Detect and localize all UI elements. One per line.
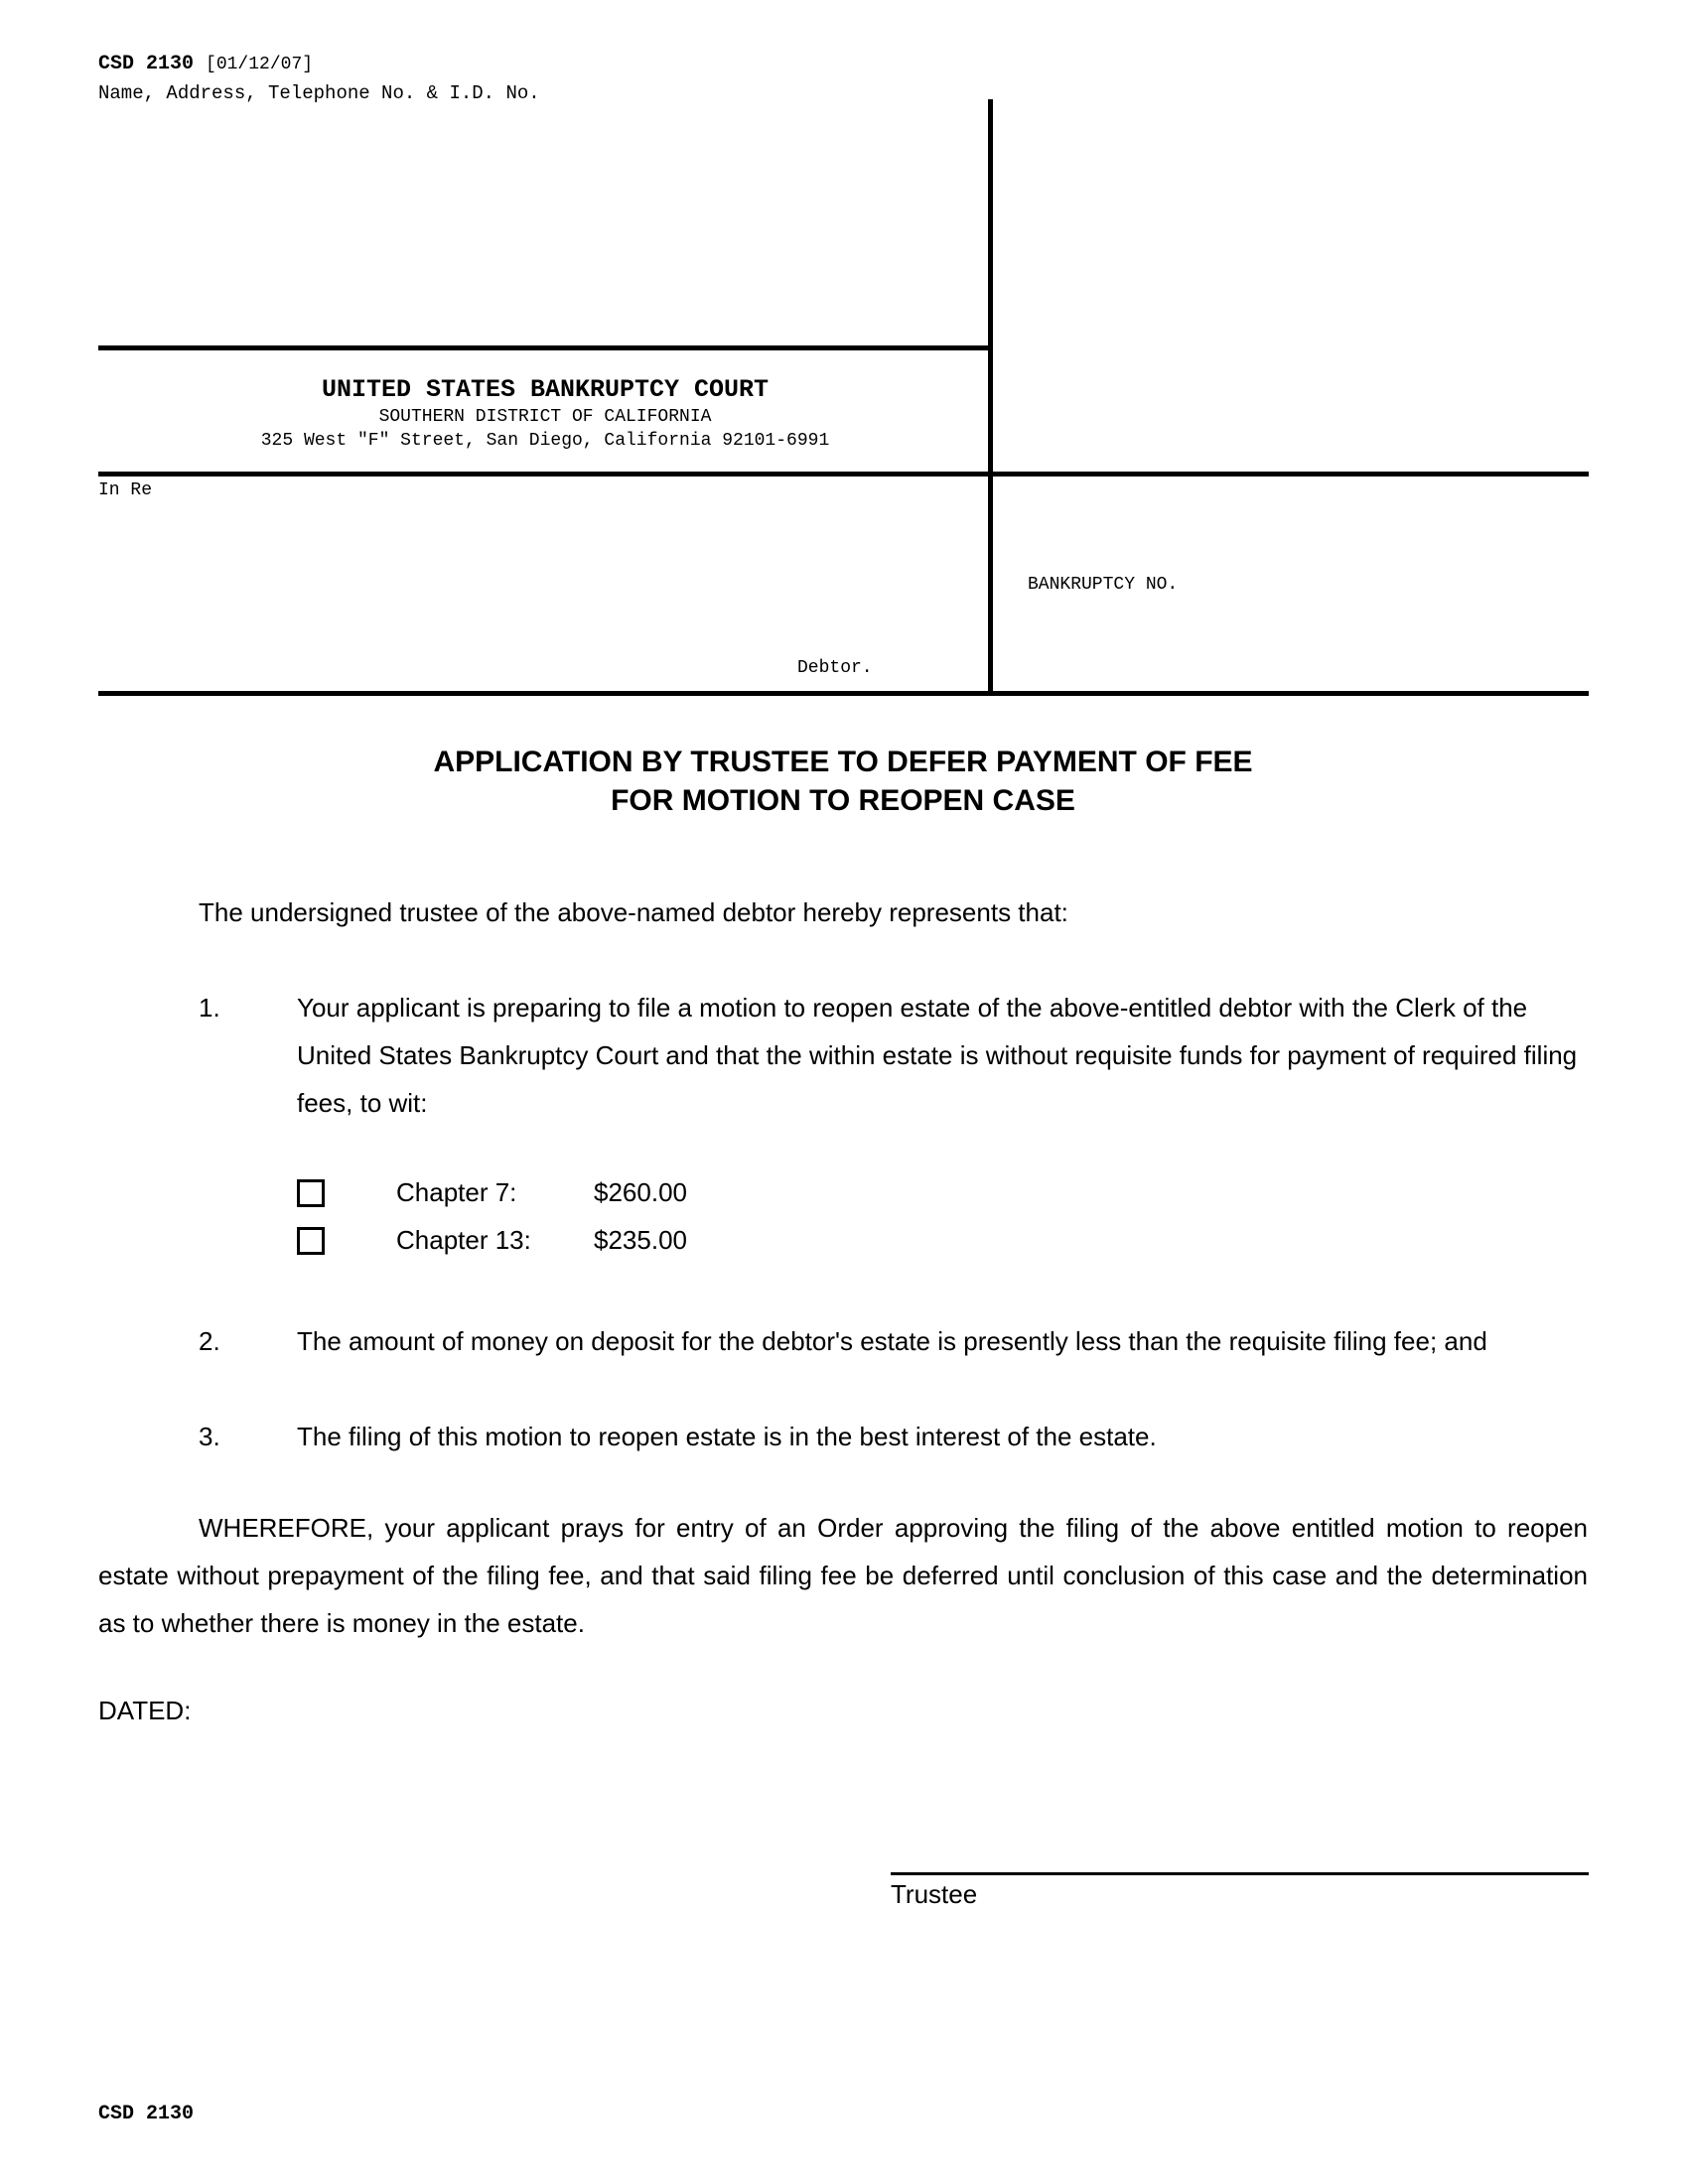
chapter-7-label: Chapter 7: xyxy=(396,1177,517,1207)
item-3-number: 3. xyxy=(199,1422,220,1451)
chapter-7-checkbox[interactable] xyxy=(297,1179,325,1207)
trustee-signature-label: Trustee xyxy=(891,1879,978,1909)
court-district: SOUTHERN DISTRICT OF CALIFORNIA xyxy=(378,407,712,427)
item-2-text: The amount of money on deposit for the debtor's estate is presently less than the requisite filing fee; and xyxy=(297,1326,1487,1356)
form-code-header xyxy=(98,53,313,75)
name-address-label: Name, Address, Telephone No. & I.D. No. xyxy=(98,82,540,104)
intro-paragraph: The undersigned trustee of the above-named debtor hereby represents that: xyxy=(199,897,1068,927)
attorney-box-bottom-rule xyxy=(98,345,992,350)
court-box-bottom-rule xyxy=(98,472,1589,477)
form-revision-date: [01/12/07] xyxy=(206,55,314,74)
item-1-text: Your applicant is preparing to file a motion to reopen estate of the above-entitled debtor with the Clerk of the United States Bankruptcy Court and that the within estate is without requisite funds for payment of required filing fees, to wit: xyxy=(297,993,1578,1118)
chapter-13-fee: $235.00 xyxy=(594,1225,687,1255)
form-code-footer: CSD 2130 xyxy=(98,2103,195,2125)
debtor-label: Debtor. xyxy=(797,658,873,678)
chapter-13-checkbox[interactable] xyxy=(297,1227,325,1255)
document-title-line-1: APPLICATION BY TRUSTEE TO DEFER PAYMENT OF FEE xyxy=(433,746,1253,778)
document-title xyxy=(98,743,1588,820)
form-code: CSD 2130 xyxy=(98,53,195,75)
item-2-number: 2. xyxy=(199,1326,220,1356)
item-3-text: The filing of this motion to reopen estate is in the best interest of the estate. xyxy=(297,1422,1157,1451)
court-block xyxy=(98,375,992,454)
caption-bottom-rule xyxy=(98,691,1589,696)
bankruptcy-number-label: BANKRUPTCY NO. xyxy=(1028,575,1179,595)
court-address: 325 West "F" Street, San Diego, California 92101-6991 xyxy=(260,431,830,452)
item-1-number: 1. xyxy=(199,993,220,1023)
chapter-7-fee: $260.00 xyxy=(594,1177,687,1207)
signature-line xyxy=(891,1872,1589,1875)
dated-label: DATED: xyxy=(98,1696,192,1725)
chapter-13-label: Chapter 13: xyxy=(396,1225,531,1255)
in-re-label: In Re xyxy=(98,480,153,500)
court-title: UNITED STATES BANKRUPTCY COURT xyxy=(321,375,770,404)
document-title-line-2: FOR MOTION TO REOPEN CASE xyxy=(611,784,1075,817)
wherefore-paragraph: WHEREFORE, your applicant prays for entry of an Order approving the filing of the above entitled motion to reopen estate without prepayment of the filing fee, and that said filing fee be deferred until conclusion of this case and the determination as to whether there is money in the estate. xyxy=(98,1513,1588,1638)
